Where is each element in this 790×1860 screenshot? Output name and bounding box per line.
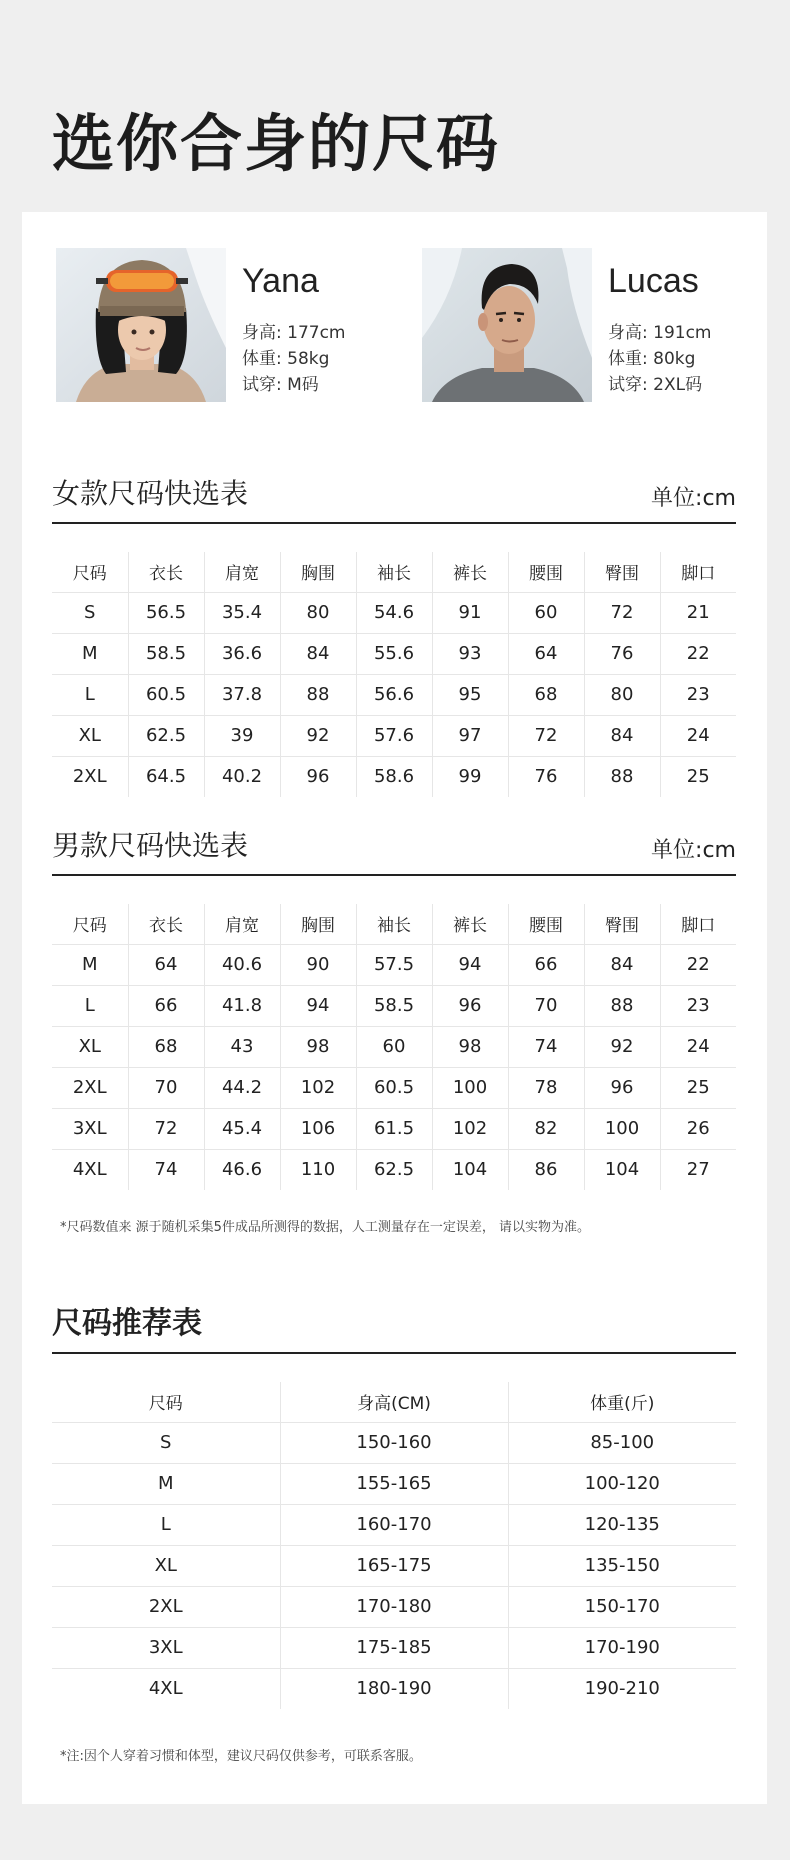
table-cell: 98 — [432, 1026, 508, 1067]
column-header: 衣长 — [128, 552, 204, 592]
table-cell: 4XL — [72, 1159, 107, 1181]
column-header: 脚口 — [660, 552, 736, 592]
table-cell: 40.2 — [204, 756, 280, 797]
table-row — [52, 1108, 736, 1149]
table-cell: 99 — [432, 756, 508, 797]
table-cell: 160-170 — [280, 1504, 508, 1545]
table-cell: 97 — [432, 715, 508, 756]
table-cell: 94 — [280, 985, 356, 1026]
table-cell: 175-185 — [280, 1627, 508, 1668]
table-cell: 2XL — [52, 1067, 128, 1108]
table-cell: XL — [52, 1545, 280, 1586]
table-cell: 58.5 — [356, 985, 432, 1026]
table-cell: 21 — [660, 592, 736, 633]
column-header: 臀围 — [584, 904, 660, 944]
column-header: 腰围 — [508, 904, 584, 944]
table-cell: 74 — [508, 1026, 584, 1067]
table-cell: 92 — [280, 715, 356, 756]
table-row — [52, 1067, 736, 1108]
table-cell: 23 — [660, 985, 736, 1026]
model-name: Yana — [242, 262, 319, 300]
table-cell: 58.5 — [128, 633, 204, 674]
table-row — [52, 674, 736, 715]
table-cell: 4XL — [148, 1678, 183, 1700]
table-cell: XL — [52, 1026, 128, 1067]
column-header: 体重(斤) — [508, 1382, 736, 1422]
table-cell: 64 — [508, 633, 584, 674]
table-cell: 58.6 — [356, 756, 432, 797]
table-cell: 23 — [660, 674, 736, 715]
table-cell: L — [52, 985, 128, 1026]
table-cell: 92 — [584, 1026, 660, 1067]
table-cell: 104 — [584, 1149, 660, 1190]
table-cell: 190-210 — [508, 1668, 736, 1709]
recommend-table-title: 尺码推荐表 — [52, 1306, 202, 1341]
table-cell: 72 — [128, 1108, 204, 1149]
table-cell: 84 — [584, 715, 660, 756]
men-table-header — [52, 826, 736, 876]
table-cell: 41.8 — [204, 985, 280, 1026]
table-cell: 44.2 — [204, 1067, 280, 1108]
table-header-row — [52, 1382, 736, 1422]
table-row — [52, 1586, 736, 1627]
model-info — [242, 320, 346, 398]
table-cell: M — [52, 1463, 280, 1504]
table-row — [52, 1463, 736, 1504]
table-cell: 56.5 — [128, 592, 204, 633]
table-row — [52, 715, 736, 756]
table-cell: L — [52, 674, 128, 715]
table-cell: 62.5 — [128, 715, 204, 756]
table-cell: 70 — [128, 1067, 204, 1108]
table-row — [52, 633, 736, 674]
column-header: 胸围 — [280, 904, 356, 944]
table-cell: 22 — [660, 633, 736, 674]
table-cell: L — [52, 1504, 280, 1545]
model-photo-lucas — [422, 248, 592, 402]
table-cell: 35.4 — [204, 592, 280, 633]
column-header: 尺码 — [52, 904, 128, 944]
table-cell: 86 — [508, 1149, 584, 1190]
column-header: 臀围 — [584, 552, 660, 592]
table-cell: 26 — [660, 1108, 736, 1149]
table-cell: 64.5 — [128, 756, 204, 797]
table-cell: 84 — [584, 944, 660, 985]
model-info — [608, 320, 712, 398]
table-row — [52, 756, 736, 797]
table-cell: 57.6 — [356, 715, 432, 756]
table-cell: 170-190 — [508, 1627, 736, 1668]
table-cell: 68 — [128, 1026, 204, 1067]
model-weight: 体重: 80kg — [608, 349, 696, 369]
table-cell: XL — [52, 715, 128, 756]
table-cell: 98 — [280, 1026, 356, 1067]
table-cell: 57.5 — [356, 944, 432, 985]
column-header: 胸围 — [280, 552, 356, 592]
table-cell: 43 — [204, 1026, 280, 1067]
table-cell: 96 — [432, 985, 508, 1026]
table-cell: M — [52, 944, 128, 985]
table-cell: 155-165 — [280, 1463, 508, 1504]
table-cell: 120-135 — [508, 1504, 736, 1545]
recommend-note: *注:因个人穿着习惯和体型，建议尺码仅供参考，可联系客服。 — [60, 1749, 422, 1764]
table-cell: 106 — [280, 1108, 356, 1149]
column-header: 袖长 — [356, 552, 432, 592]
table-cell: 64 — [128, 944, 204, 985]
column-header: 腰围 — [508, 552, 584, 592]
men-table-title: 男款尺码快选表 — [52, 829, 249, 862]
table-cell: 95 — [432, 674, 508, 715]
model-weight: 体重: 58kg — [242, 349, 330, 369]
column-header: 肩宽 — [204, 552, 280, 592]
table-cell: 100 — [432, 1067, 508, 1108]
table-cell: S — [52, 592, 128, 633]
table-cell: 2XL — [52, 1586, 280, 1627]
column-header: 裤长 — [432, 552, 508, 592]
table-cell: 88 — [280, 674, 356, 715]
table-row — [52, 1627, 736, 1668]
table-cell: 60.5 — [356, 1067, 432, 1108]
table-cell: 3XL — [52, 1108, 128, 1149]
model-tryon-size: 试穿: M码 — [242, 375, 319, 395]
table-row — [52, 1668, 736, 1709]
table-cell: 45.4 — [204, 1108, 280, 1149]
table-row — [52, 944, 736, 985]
table-row — [52, 1545, 736, 1586]
women-table-unit: 单位:cm — [651, 486, 736, 511]
table-cell: 110 — [280, 1149, 356, 1190]
table-row — [52, 592, 736, 633]
table-cell: 25 — [660, 1067, 736, 1108]
table-cell: 102 — [280, 1067, 356, 1108]
size-guide-card — [22, 212, 767, 1804]
table-row — [52, 1422, 736, 1463]
table-cell: 76 — [584, 633, 660, 674]
model-photo-yana — [56, 248, 226, 402]
table-cell: 170-180 — [280, 1586, 508, 1627]
model-height: 身高: 191cm — [608, 323, 712, 343]
table-cell: 60 — [356, 1026, 432, 1067]
table-cell: 165-175 — [280, 1545, 508, 1586]
women-size-table — [52, 552, 736, 797]
table-cell: 85-100 — [508, 1422, 736, 1463]
table-row — [52, 1149, 736, 1190]
women-table-title: 女款尺码快选表 — [52, 477, 249, 510]
table-cell: 27 — [660, 1149, 736, 1190]
column-header: 尺码 — [52, 1382, 280, 1422]
size-measurement-note: *尺码数值来 源于随机采集5件成品所测得的数据，人工测量存在一定误差， 请以实物为准。 — [60, 1220, 591, 1235]
table-cell: 72 — [584, 592, 660, 633]
table-cell: 91 — [432, 592, 508, 633]
table-cell: 61.5 — [356, 1108, 432, 1149]
model-height: 身高: 177cm — [242, 323, 346, 343]
table-cell: 56.6 — [356, 674, 432, 715]
women-table-header — [52, 474, 736, 524]
table-cell: 80 — [280, 592, 356, 633]
table-cell: 76 — [508, 756, 584, 797]
table-row — [52, 1026, 736, 1067]
table-cell: 36.6 — [204, 633, 280, 674]
table-cell: 54.6 — [356, 592, 432, 633]
table-cell: 74 — [128, 1149, 204, 1190]
table-row — [52, 985, 736, 1026]
recommend-size-table — [52, 1382, 736, 1709]
table-cell: 94 — [432, 944, 508, 985]
table-header-row — [52, 552, 736, 592]
table-cell: 93 — [432, 633, 508, 674]
table-cell: 2XL — [72, 766, 107, 788]
table-cell: S — [52, 1422, 280, 1463]
table-cell: 40.6 — [204, 944, 280, 985]
table-cell: M — [52, 633, 128, 674]
table-cell: 150-170 — [508, 1586, 736, 1627]
table-cell: 60 — [508, 592, 584, 633]
column-header: 袖长 — [356, 904, 432, 944]
table-cell: 66 — [508, 944, 584, 985]
column-header: 肩宽 — [204, 904, 280, 944]
model-tryon-size: 试穿: 2XL码 — [608, 375, 703, 395]
column-header: 身高(CM) — [280, 1382, 508, 1422]
table-header-row — [52, 904, 736, 944]
table-cell: 80 — [584, 674, 660, 715]
model-name: Lucas — [608, 262, 699, 300]
table-cell: 82 — [508, 1108, 584, 1149]
table-cell: 62.5 — [356, 1149, 432, 1190]
table-cell: 3XL — [52, 1627, 280, 1668]
column-header: 衣长 — [128, 904, 204, 944]
table-cell: 100 — [584, 1108, 660, 1149]
table-cell: 37.8 — [204, 674, 280, 715]
table-row — [52, 1504, 736, 1545]
table-cell: 150-160 — [280, 1422, 508, 1463]
table-cell: 72 — [508, 715, 584, 756]
table-cell: 88 — [584, 985, 660, 1026]
table-cell: 90 — [280, 944, 356, 985]
table-cell: 78 — [508, 1067, 584, 1108]
table-cell: 104 — [432, 1149, 508, 1190]
recommend-table-header — [52, 1304, 736, 1354]
table-cell: 46.6 — [204, 1149, 280, 1190]
table-cell: 88 — [584, 756, 660, 797]
table-cell: 180-190 — [280, 1668, 508, 1709]
table-cell: 100-120 — [508, 1463, 736, 1504]
table-cell: 96 — [584, 1067, 660, 1108]
column-header: 裤长 — [432, 904, 508, 944]
table-cell: 25 — [660, 756, 736, 797]
table-cell: 55.6 — [356, 633, 432, 674]
table-cell: 22 — [660, 944, 736, 985]
page-title: 选你合身的尺码 — [52, 107, 501, 180]
table-cell: 24 — [660, 1026, 736, 1067]
table-cell: 102 — [432, 1108, 508, 1149]
column-header: 尺码 — [52, 552, 128, 592]
table-cell: 24 — [660, 715, 736, 756]
table-cell: 135-150 — [508, 1545, 736, 1586]
table-cell: 84 — [280, 633, 356, 674]
table-cell: 66 — [128, 985, 204, 1026]
men-table-unit: 单位:cm — [651, 838, 736, 863]
column-header: 脚口 — [660, 904, 736, 944]
table-cell: 96 — [280, 756, 356, 797]
men-size-table — [52, 904, 736, 1190]
table-cell: 70 — [508, 985, 584, 1026]
table-cell: 68 — [508, 674, 584, 715]
table-cell: 60.5 — [128, 674, 204, 715]
table-cell: 39 — [204, 715, 280, 756]
